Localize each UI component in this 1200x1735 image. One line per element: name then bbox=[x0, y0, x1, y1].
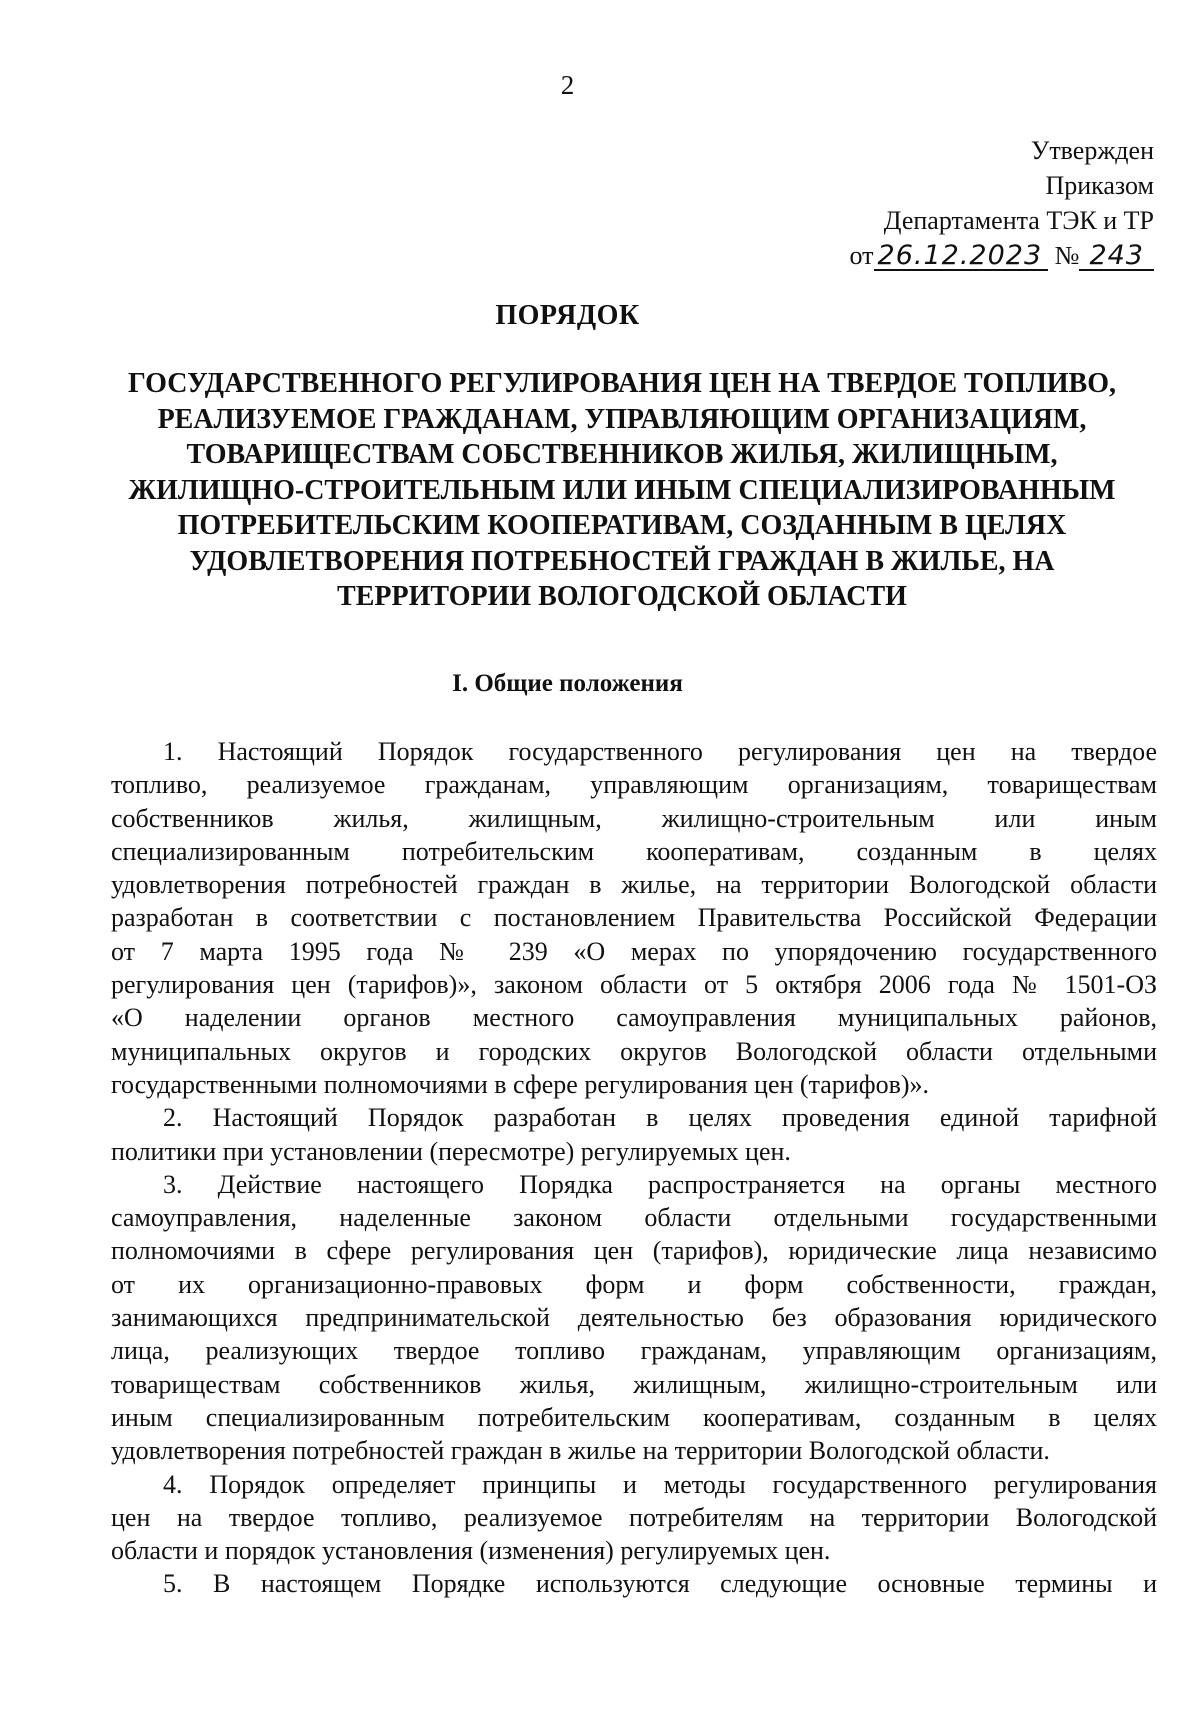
paragraph-line: иным специализированным потребительским кооперативам, созданным в целях bbox=[111, 1402, 1157, 1432]
paragraph-line: разработан в соответствии с постановлением Правительства Российской Федерации bbox=[111, 903, 1157, 933]
paragraph-line: муниципальных округов и городских округов Вологодской области отдельными bbox=[111, 1036, 1157, 1066]
subtitle-line: ТЕРРИТОРИИ ВОЛОГОДСКОЙ ОБЛАСТИ bbox=[337, 581, 907, 612]
paragraph-line: удовлетворения потребностей граждан в жилье, на территории Вологодской области bbox=[111, 870, 1157, 900]
paragraph-line: 4. Порядок определяет принципы и методы государственного регулирования bbox=[163, 1469, 1157, 1499]
paragraph-line: самоуправления, наделенные законом области отдельными государственными bbox=[111, 1203, 1157, 1233]
paragraph-line: цен на твердое топливо, реализуемое потребителям на территории Вологодской bbox=[111, 1502, 1157, 1532]
subtitle-line: ПОТРЕБИТЕЛЬСКИМ КООПЕРАТИВАМ, СОЗДАННЫМ В ЦЕЛЯХ bbox=[177, 510, 1067, 541]
paragraph-line: 3. Действие настоящего Порядка распространяется на органы местного bbox=[163, 1169, 1157, 1199]
handwritten-number: 243 bbox=[1079, 243, 1154, 271]
paragraph-line: специализированным потребительским кооперативам, созданным в целях bbox=[111, 836, 1157, 866]
approval-stamp-block bbox=[850, 133, 1154, 273]
paragraph-5 bbox=[111, 1567, 1157, 1600]
paragraph-line: от 7 марта 1995 года № 239 «О мерах по упорядочению государственного bbox=[111, 936, 1157, 966]
paragraph-line: топливо, реализуемое гражданам, управляющим организациям, товариществам bbox=[111, 770, 1157, 800]
paragraph-line: товариществам собственников жилья, жилищным, жилищно-строительным или bbox=[111, 1369, 1157, 1399]
subtitle-line: ТОВАРИЩЕСТВАМ СОБСТВЕННИКОВ ЖИЛЬЯ, ЖИЛИЩНЫМ, bbox=[186, 439, 1058, 470]
paragraph-line: полномочиями в сфере регулирования цен (тарифов), юридические лица независимо bbox=[111, 1236, 1157, 1266]
paragraph-line: 1. Настоящий Порядок государственного регулирования цен на твердое bbox=[163, 737, 1157, 766]
section-heading: I. Общие положения bbox=[452, 670, 683, 697]
document-title: ПОРЯДОК bbox=[495, 300, 640, 331]
date-prefix: от bbox=[849, 241, 874, 270]
number-prefix: № bbox=[1054, 241, 1080, 270]
subtitle-line: РЕАЛИЗУЕМОЕ ГРАЖДАНАМ, УПРАВЛЯЮЩИМ ОРГАНИЗАЦИЯМ, bbox=[157, 403, 1087, 435]
paragraph-line: занимающихся предпринимательской деятельностью без образования юридического bbox=[111, 1303, 1157, 1333]
paragraph-line: 5. В настоящем Порядке используются следующие основные термины и bbox=[163, 1569, 1157, 1599]
paragraph-1 bbox=[111, 735, 1157, 1101]
paragraph-line: государственными полномочиями в сфере регулирования цен (тарифов)». bbox=[111, 1069, 929, 1099]
approval-line-department: Департамента ТЭК и ТР bbox=[883, 206, 1154, 235]
page-number: 2 bbox=[560, 70, 575, 100]
approval-line-order: Приказом bbox=[1045, 171, 1154, 200]
paragraph-line: 2. Настоящий Порядок разработан в целях проведения единой тарифной bbox=[163, 1103, 1157, 1133]
document-subtitle bbox=[108, 366, 1136, 615]
subtitle-line: УДОВЛЕТВОРЕНИЯ ПОТРЕБНОСТЕЙ ГРАЖДАН В ЖИЛЬЕ, НА bbox=[189, 545, 1055, 577]
paragraph-3 bbox=[111, 1168, 1157, 1468]
paragraph-line: области и порядок установления (изменения) регулируемых цен. bbox=[111, 1536, 831, 1566]
paragraph-line: регулирования цен (тарифов)», законом области от 5 октября 2006 года № 1501-ОЗ bbox=[111, 970, 1157, 1000]
paragraph-2 bbox=[111, 1101, 1157, 1168]
paragraph-4 bbox=[111, 1468, 1157, 1568]
subtitle-line: ГОСУДАРСТВЕННОГО РЕГУЛИРОВАНИЯ ЦЕН НА ТВЕРДОЕ ТОПЛИВО, bbox=[128, 368, 1116, 399]
paragraph-line: лица, реализующих твердое топливо гражданам, управляющим организациям, bbox=[111, 1336, 1157, 1366]
body-text bbox=[111, 735, 1157, 1601]
subtitle-line: ЖИЛИЩНО-СТРОИТЕЛЬНЫМ ИЛИ ИНЫМ СПЕЦИАЛИЗИРОВАННЫМ bbox=[128, 474, 1116, 506]
paragraph-line: удовлетворения потребностей граждан в жилье на территории Вологодской области. bbox=[111, 1436, 1050, 1466]
paragraph-line: политики при установлении (пересмотре) регулируемых цен. bbox=[111, 1136, 791, 1166]
paragraph-line: собственников жилья, жилищным, жилищно-строительным или иным bbox=[111, 803, 1157, 833]
handwritten-date: 26.12.2023 bbox=[874, 243, 1049, 271]
approval-line-approved: Утвержден bbox=[1030, 136, 1154, 165]
approval-line-date-number bbox=[850, 238, 1154, 273]
paragraph-line: «О наделении органов местного самоуправления муниципальных районов, bbox=[111, 1003, 1157, 1033]
paragraph-line: от их организационно-правовых форм и форм собственности, граждан, bbox=[111, 1269, 1157, 1299]
